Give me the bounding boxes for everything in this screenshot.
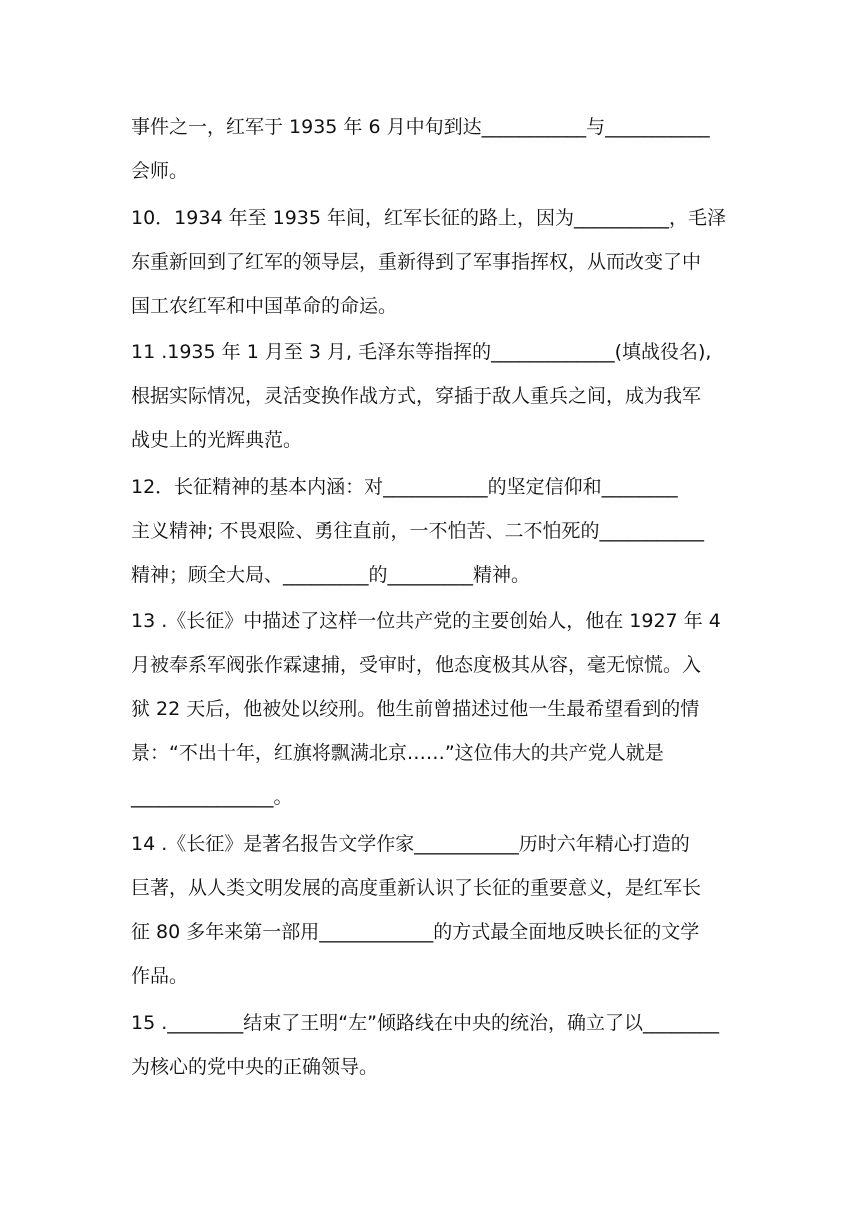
question-14-line: 14 .《长征》是著名报告文学作家___________历时六年精心打造的: [131, 833, 690, 855]
text-line: 月被奉系军阀张作霖逮捕，受审时，他态度极其从容，毫无惊慌。入: [131, 654, 702, 676]
question-10-line: 10．1934 年至 1935 年间，红军长征的路上，因为__________，毛泽: [131, 207, 727, 229]
text-line: 征 80 多年来第一部用____________的方式最全面地反映长征的文学: [131, 921, 700, 943]
text-line: 作品。: [131, 965, 189, 987]
text-line: 国工农红军和中国革命的命运。: [131, 295, 398, 317]
text-line: 巨著，从人类文明发展的高度重新认识了长征的重要意义，是红军长: [131, 877, 702, 899]
question-12-line: 12．长征精神的基本内涵：对___________的坚定信仰和________: [131, 476, 678, 498]
question-15-line: 15 .________结束了王明“左”倾路线在中央的统治，确立了以________: [131, 1012, 719, 1034]
text-line: 战史上的光辉典范。: [131, 429, 303, 451]
text-line: 事件之一，红军于 1935 年 6 月中旬到达___________与___________: [131, 116, 710, 138]
text-line: 精神；顾全大局、_________的_________精神。: [131, 564, 531, 586]
text-line: 东重新回到了红军的领导层，重新得到了军事指挥权，从而改变了中: [131, 251, 702, 273]
text-line: 主义精神; 不畏艰险、勇往直前，一不怕苦、二不怕死的___________: [131, 520, 704, 542]
text-line: 狱 22 天后，他被处以绞刑。他生前曾描述过他一生最希望看到的情: [131, 698, 700, 720]
document-body: [131, 107, 731, 1091]
question-13-line: 13 .《长征》中描述了这样一位共产党的主要创始人，他在 1927 年 4: [131, 610, 721, 632]
question-11-line: 11 .1935 年 1 月至 3 月, 毛泽东等指挥的_____________(填战役名),: [131, 341, 712, 363]
text-line: 会师。: [131, 160, 189, 182]
text-line: 景：“不出十年，红旗将飘满北京……”这位伟大的共产党人就是: [131, 742, 664, 764]
text-line: 根据实际情况，灵活变换作战方式，穿插于敌人重兵之间，成为我军: [131, 385, 702, 407]
text-line: _______________。: [131, 786, 293, 808]
text-line: 为核心的党中央的正确领导。: [131, 1056, 379, 1078]
